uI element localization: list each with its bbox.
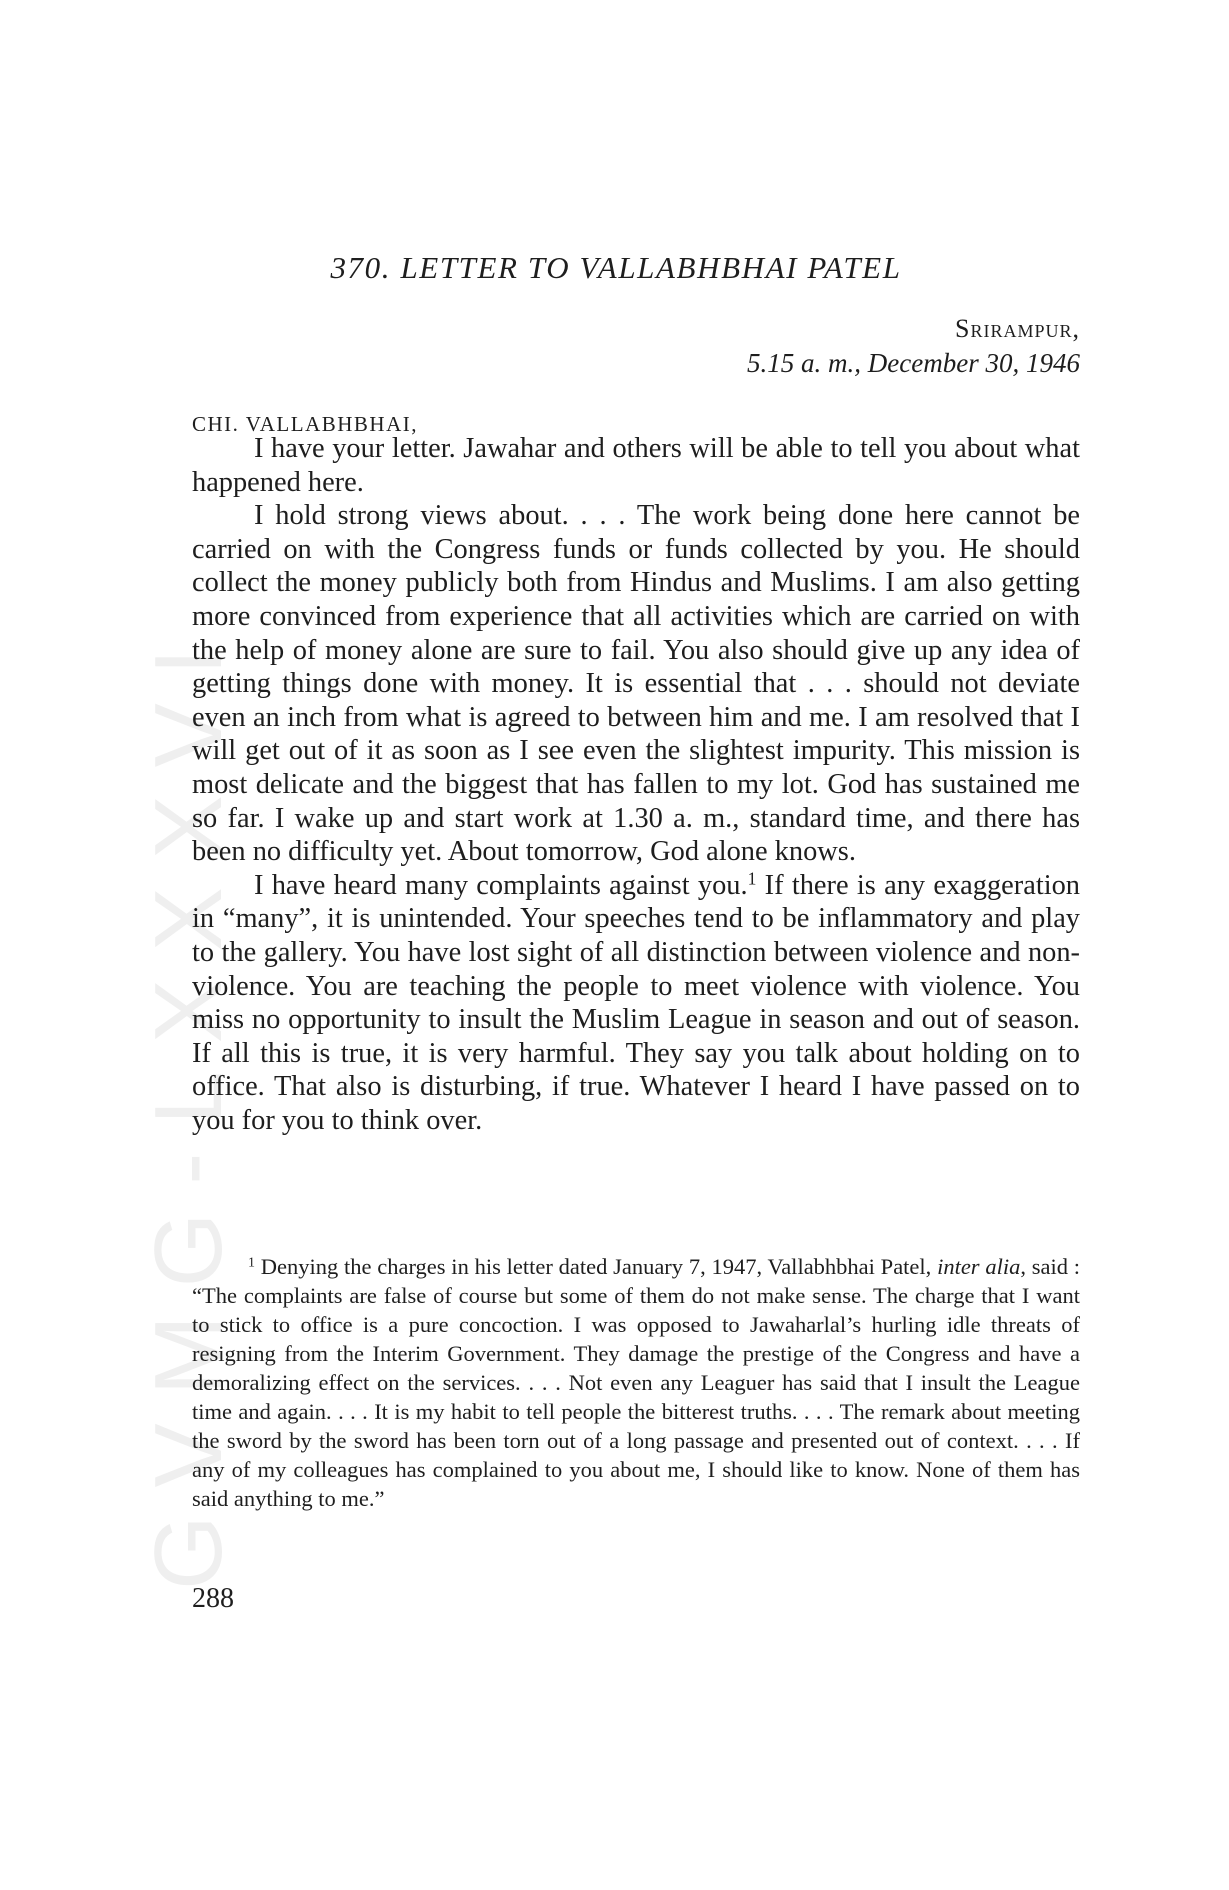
place-line: Srirampur, [955, 314, 1080, 343]
footnote-reference: 1 [747, 868, 757, 889]
salutation: CHI. VALLABHBHAI, [192, 412, 418, 436]
paragraph-text: I have heard many complaints against you. [254, 869, 748, 901]
footnote-text: , said : “The complaints are false of course but some of them do not make sense. The charge that I want to stick to office is a pure concoction. I was opposed to Jawaharlal’s hurling idle threats of resigning from the Interim Government. They damage the prestige of the Congress and have a demoralizing effect on the services. . . . Not even any Leaguer has said that I insult the League time and again. . . . It is my habit to tell people the bitterest truths. . . . The remark about meeting the sword by the sword has been torn out of a long passage and presented out of context. . . . If any of my colleagues has complained to you about me, I should like to know. None of them has said anything to me.” [192, 1254, 1080, 1511]
footnote-marker: 1 [248, 1255, 255, 1271]
footnote-italic: inter alia [937, 1254, 1021, 1279]
page-number: 288 [192, 1583, 234, 1614]
footnote [192, 1252, 1080, 1513]
paragraph: I hold strong views about. . . . The work being done here cannot be carried on with the Congress funds or funds collected by you. He should collect the money publicly both from Hindus and Muslims. I am also getting more convinced from experience that all activities which are carried on with the help of money alone are sure to fail. You also should give up any idea of getting things done with money. It is essential that . . . should not deviate even an inch from what is agreed to between him and me. I am resolved that I will get out of it as soon as I see even the slightest impurity. This mission is most delicate and the biggest that has fallen to my lot. God has sustained me so far. I wake up and start work at 1.30 a. m., standard time, and there has been no difficulty yet. About tomorrow, God alone knows. [192, 500, 1080, 868]
paragraph [192, 869, 1080, 1138]
letter-body [192, 432, 1080, 1137]
paragraph-text: If there is any exaggeration in “many”, it is unintended. Your speeches tend to be inflammatory and play to the gallery. You have lost sight of all distinction between violence and non-violence. You are teaching the people to meet violence with violence. You miss no opportunity to insult the Muslim League in season and out of season. If all this is true, it is very harmful. They say you talk about holding on to office. That also is disturbing, if true. Whatever I heard I have passed on to you for you to think over. [192, 869, 1080, 1136]
date-line: 5.15 a. m., December 30, 1946 [747, 348, 1080, 378]
document-title: 370. LETTER TO VALLABHBHAI PATEL [330, 250, 902, 285]
paragraph: I have your letter. Jawahar and others will be able to tell you about what happened here. [192, 433, 1080, 498]
watermark: GVMG-LXXXVI [135, 620, 242, 1590]
footnote-text: Denying the charges in his letter dated January 7, 1947, Vallabhbhai Patel, [254, 1254, 938, 1279]
